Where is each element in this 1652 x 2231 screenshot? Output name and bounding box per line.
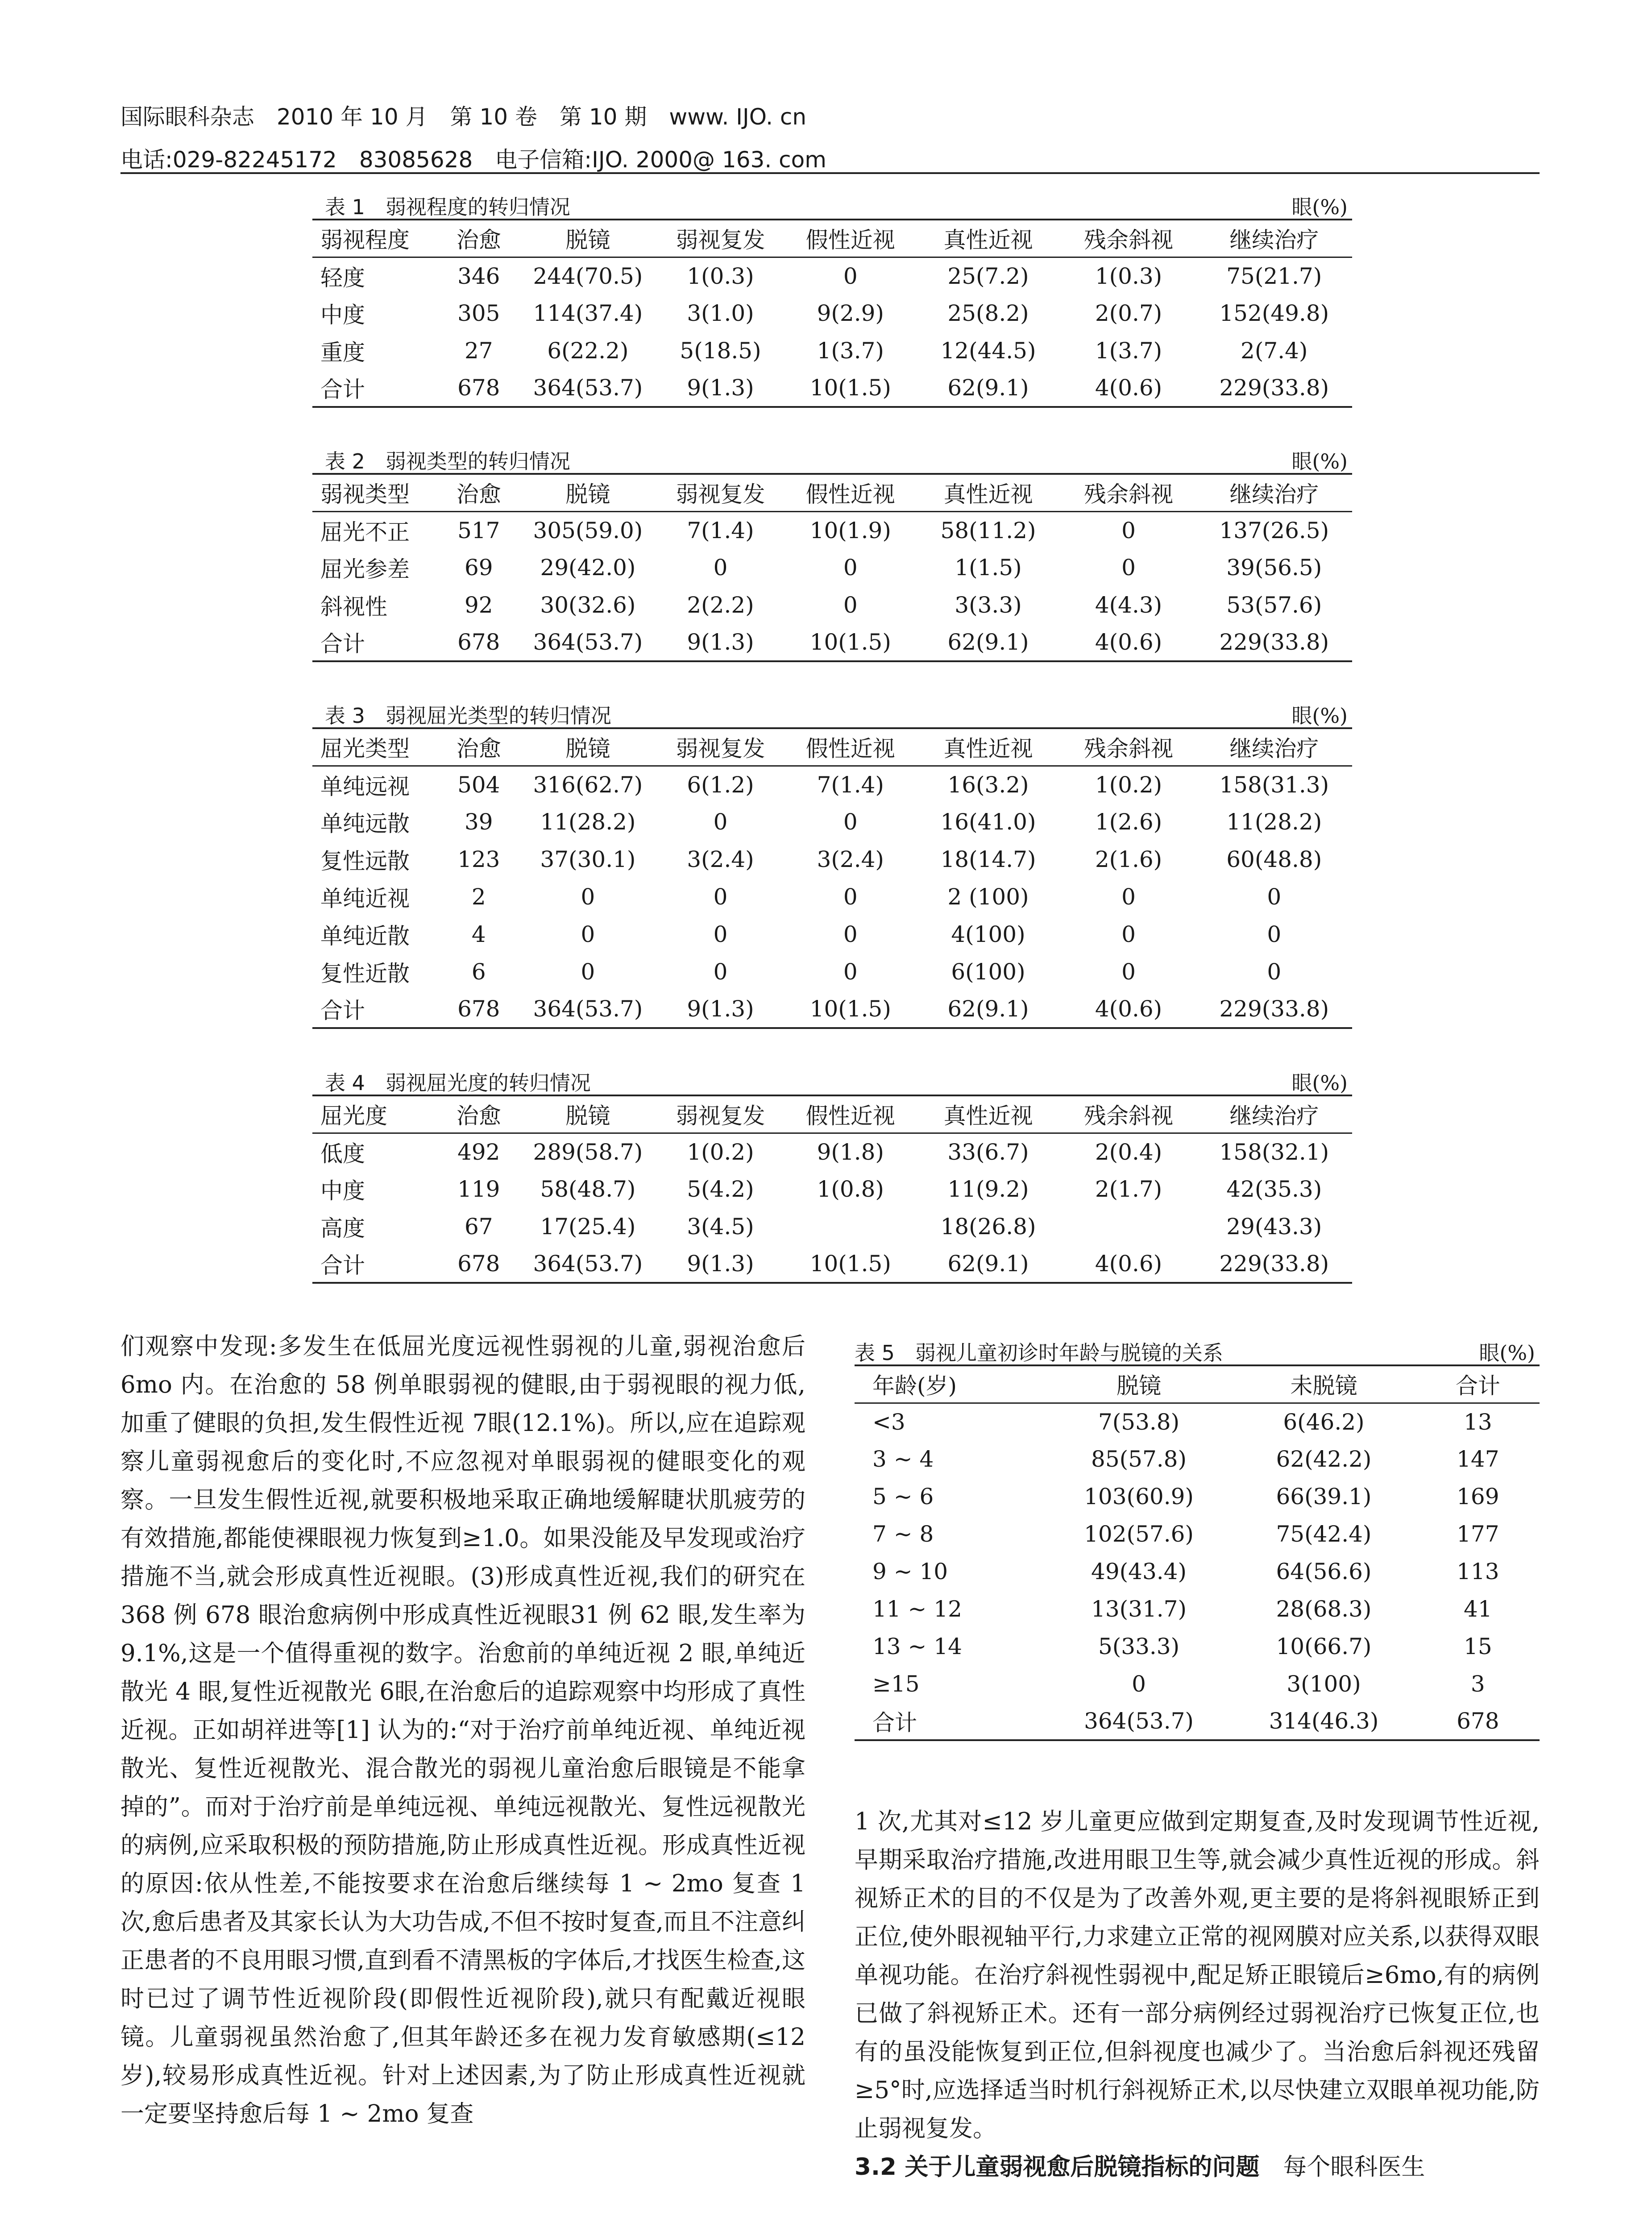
column-header: 弱视复发 [676, 736, 765, 762]
table-cell: 中度 [320, 302, 365, 328]
table-cell: 10(66.7) [1276, 1634, 1372, 1659]
table-cell: 3(1.0) [687, 300, 754, 326]
table-2 [312, 438, 1352, 662]
table-header-row [312, 220, 1352, 257]
table-cell: 1(3.7) [817, 338, 884, 364]
table-unit: 眼(%) [1291, 449, 1348, 473]
table-row [312, 511, 1352, 549]
table-header-row [312, 728, 1352, 766]
table-cell: 0 [581, 921, 595, 947]
table-row [312, 916, 1352, 953]
table-cell: 0 [581, 959, 595, 985]
column-header: 治愈 [456, 736, 501, 762]
table-cell: 轻度 [320, 265, 365, 291]
table-cell: 16(41.0) [940, 809, 1036, 835]
table-row [312, 803, 1352, 841]
table-cell [1061, 1208, 1196, 1245]
table-row [312, 1170, 1352, 1208]
table-cell: 重度 [320, 340, 365, 365]
table-cell: 3(2.4) [687, 846, 754, 872]
table-cell: 33(6.7) [947, 1139, 1029, 1165]
table-cell: 3 [1470, 1671, 1485, 1697]
table-cell: 0 [843, 959, 858, 985]
table-cell: 6(1.2) [687, 771, 754, 798]
table-cell: 114(37.4) [533, 300, 643, 326]
table-title: 表 2 弱视类型的转归情况 [325, 449, 570, 473]
table-cell: 11(28.2) [540, 809, 636, 835]
table-cell: 492 [457, 1139, 500, 1165]
table-cell: 0 [713, 555, 728, 581]
column-header: 弱视类型 [320, 481, 410, 508]
table-cell: 62(9.1) [947, 1251, 1029, 1277]
table-row [312, 1133, 1352, 1170]
table-cell: 3(2.4) [817, 846, 884, 872]
table-row [855, 1665, 1540, 1703]
table-cell: 0 [713, 884, 728, 910]
table-cell: 229(33.8) [1219, 1251, 1329, 1277]
table-cell: 2(1.7) [1095, 1176, 1162, 1202]
table-cell: 18(26.8) [940, 1214, 1036, 1240]
column-header: 真性近视 [943, 481, 1033, 508]
table-cell: 合计 [320, 631, 365, 657]
column-header: 残余斜视 [1084, 736, 1173, 762]
table-row [312, 369, 1352, 407]
table-cell: 10(1.5) [809, 629, 891, 655]
table-row [312, 841, 1352, 878]
table-cell: 42(35.3) [1226, 1176, 1322, 1202]
column-header: 治愈 [456, 481, 501, 508]
table-cell: 364(53.7) [1084, 1708, 1194, 1734]
table-cell: 58(11.2) [940, 517, 1036, 543]
table-cell: 3(100) [1287, 1671, 1361, 1697]
table-cell: 29(43.3) [1226, 1214, 1322, 1240]
table-row [312, 991, 1352, 1028]
table-cell: 29(42.0) [540, 555, 636, 581]
table-cell: 27 [464, 338, 493, 364]
table-caption-row [855, 1330, 1540, 1364]
table-cell: 305(59.0) [533, 517, 643, 543]
table-cell: 85(57.8) [1091, 1446, 1187, 1472]
table-cell: 单纯远视 [320, 773, 410, 800]
column-header: 治愈 [456, 1103, 501, 1129]
table-row [312, 878, 1352, 916]
table-cell: 58(48.7) [540, 1176, 636, 1202]
table-cell: 62(9.1) [947, 629, 1029, 655]
table-cell: 158(32.1) [1219, 1139, 1329, 1165]
table-cell: 0 [1132, 1671, 1146, 1697]
table-cell: 13 ~ 14 [872, 1634, 962, 1659]
table-row [855, 1590, 1540, 1628]
table-cell: 1(3.7) [1095, 338, 1162, 364]
table-cell: 合计 [872, 1710, 917, 1736]
table-cell: 4(4.3) [1095, 592, 1162, 618]
column-header: 继续治疗 [1229, 227, 1319, 253]
body-column-right [855, 1803, 1540, 2186]
table-cell: 0 [843, 592, 858, 618]
header-rule [120, 172, 1540, 174]
table-4 [312, 1060, 1352, 1284]
column-header: 未脱镜 [1290, 1373, 1357, 1399]
data-table [312, 727, 1352, 1029]
contact-header-line: 电话:029-82245172 83085628 电子信箱:IJO. 2000@ 163. com [120, 147, 826, 173]
table-cell: 678 [457, 629, 500, 655]
column-header: 年龄(岁) [872, 1373, 957, 1399]
table-cell: 0 [1267, 921, 1282, 947]
table-cell: 0 [843, 809, 858, 835]
table-row [312, 332, 1352, 369]
table-cell: 0 [1121, 884, 1136, 910]
column-header: 弱视程度 [320, 227, 410, 253]
table-cell: 113 [1457, 1559, 1499, 1584]
table-cell: 3 ~ 4 [872, 1446, 934, 1472]
column-header: 弱视复发 [676, 227, 765, 253]
table-cell: 92 [464, 592, 493, 618]
table-cell: 75(21.7) [1226, 263, 1322, 289]
column-header: 弱视复发 [676, 1103, 765, 1129]
table-cell: 9(1.3) [687, 1251, 754, 1277]
column-header: 治愈 [456, 227, 501, 253]
table-cell: 504 [457, 771, 500, 798]
column-header: 脱镜 [565, 736, 610, 762]
table-cell: 177 [1457, 1521, 1499, 1547]
table-row [312, 294, 1352, 332]
section-paragraph [855, 2148, 1540, 2186]
table-cell: 单纯近散 [320, 923, 410, 949]
journal-header-line: 国际眼科杂志 2010 年 10 月 第 10 卷 第 10 期 www. IJO. cn [120, 104, 807, 130]
column-header: 假性近视 [805, 481, 895, 508]
table-cell: 229(33.8) [1219, 375, 1329, 401]
table-cell: 10(1.9) [809, 517, 891, 543]
table-cell: 1(0.8) [817, 1176, 884, 1202]
table-title: 表 5 弱视儿童初诊时年龄与脱镜的关系 [855, 1341, 1223, 1365]
table-cell: 9 ~ 10 [872, 1559, 948, 1584]
table-cell: 单纯远散 [320, 811, 410, 837]
table-cell: 0 [1121, 555, 1136, 581]
table-cell: 6(100) [951, 959, 1025, 985]
table-cell: 7 ~ 8 [872, 1521, 934, 1547]
table-row [855, 1440, 1540, 1478]
table-cell: 复性远散 [320, 848, 410, 874]
table-cell: 25(8.2) [947, 300, 1029, 326]
table-cell: 517 [457, 517, 500, 543]
table-cell: 4(0.6) [1095, 629, 1162, 655]
table-cell: 152(49.8) [1219, 300, 1329, 326]
table-cell: 678 [457, 375, 500, 401]
table-cell: 12(44.5) [940, 338, 1036, 364]
table-cell: 6(46.2) [1283, 1409, 1365, 1435]
table-cell: 6(22.2) [547, 338, 629, 364]
table-cell: 复性近散 [320, 961, 410, 987]
table-title: 表 4 弱视屈光度的转归情况 [325, 1071, 591, 1095]
table-unit: 眼(%) [1291, 195, 1348, 219]
column-header: 真性近视 [943, 736, 1033, 762]
table-cell: 66(39.1) [1276, 1484, 1372, 1509]
section-heading: 3.2 关于儿童弱视愈后脱镜指标的问题 [855, 2153, 1260, 2181]
table-3 [312, 693, 1352, 1029]
table-cell: 7(53.8) [1098, 1409, 1180, 1435]
table-cell: 2(7.4) [1241, 338, 1308, 364]
table-cell: 0 [843, 921, 858, 947]
table-caption-row [312, 693, 1352, 727]
table-cell: 10(1.5) [809, 375, 891, 401]
table-cell: 39 [464, 809, 493, 835]
table-row [312, 257, 1352, 294]
table-cell: 62(9.1) [947, 996, 1029, 1022]
table-cell: 0 [843, 263, 858, 289]
table-cell: 2 [471, 884, 486, 910]
table-cell: 119 [457, 1176, 500, 1202]
table-cell: 15 [1464, 1634, 1492, 1659]
body-column-left [120, 1327, 805, 2133]
table-cell: 4(100) [951, 921, 1025, 947]
table-cell: 314(46.3) [1269, 1708, 1379, 1734]
table-cell: 103(60.9) [1084, 1484, 1194, 1509]
table-unit: 眼(%) [1291, 704, 1348, 728]
table-1 [312, 184, 1352, 408]
table-header-row [312, 474, 1352, 511]
table-cell: 67 [464, 1214, 493, 1240]
table-cell: 11(28.2) [1226, 809, 1322, 835]
table-cell: 合计 [320, 998, 365, 1024]
table-cell: 10(1.5) [809, 996, 891, 1022]
table-header-row [312, 1095, 1352, 1133]
table-cell: 229(33.8) [1219, 996, 1329, 1022]
table-row [855, 1703, 1540, 1740]
table-cell: 11(9.2) [947, 1176, 1029, 1202]
table-row [855, 1515, 1540, 1553]
table-cell: 2(0.4) [1095, 1139, 1162, 1165]
table-cell: 17(25.4) [540, 1214, 636, 1240]
table-cell: 1(0.2) [687, 1139, 754, 1165]
table-cell: 中度 [320, 1178, 365, 1204]
table-cell: <3 [872, 1409, 905, 1435]
table-cell [785, 1208, 915, 1245]
table-cell: 64(56.6) [1276, 1559, 1372, 1584]
table-cell: 37(30.1) [540, 846, 636, 872]
table-cell: 4(0.6) [1095, 1251, 1162, 1277]
column-header: 脱镜 [565, 1103, 610, 1129]
column-header: 假性近视 [805, 1103, 895, 1129]
column-header: 真性近视 [943, 1103, 1033, 1129]
table-5 [855, 1330, 1540, 1741]
table-cell: 3(3.3) [955, 592, 1022, 618]
table-cell: 123 [457, 846, 500, 872]
table-cell: 0 [581, 884, 595, 910]
column-header: 屈光度 [320, 1103, 387, 1129]
table-cell: 75(42.4) [1276, 1521, 1372, 1547]
table-cell: 低度 [320, 1140, 365, 1167]
table-cell: 316(62.7) [533, 771, 643, 798]
table-cell: 1(0.3) [1095, 263, 1162, 289]
table-row [312, 586, 1352, 624]
table-cell: 158(31.3) [1219, 771, 1329, 798]
column-header: 脱镜 [565, 227, 610, 253]
table-cell: 5(4.2) [687, 1176, 754, 1202]
table-cell: 41 [1464, 1596, 1492, 1622]
table-cell: 0 [713, 921, 728, 947]
data-table [312, 1095, 1352, 1284]
table-cell: 高度 [320, 1215, 365, 1241]
table-row [312, 766, 1352, 803]
table-cell: 49(43.4) [1091, 1559, 1187, 1584]
table-cell: 25(7.2) [947, 263, 1029, 289]
table-cell: 0 [1121, 517, 1136, 543]
body-paragraph: 1 次,尤其对≤12 岁儿童更应做到定期复查,及时发现调节性近视,早期采取治疗措施,改进用眼卫生等,就会减少真性近视的形成。斜视矫正术的目的不仅是为了改善外观,更主要的是将斜视眼矫正到正位,使外眼视轴平行,力求建立正常的视网膜对应关系,以获得双眼单视功能。在治疗斜视性弱视中,配足矫正眼镜后≥6mo,有的病例已做了斜视矫正术。还有一部分病例经过弱视治疗已恢复正位,也有的虽没能恢复到正位,但斜视度也减少了。当治愈后斜视还残留≥5°时,应选择适当时机行斜视矫正术,以尽快建立双眼单视功能,防止弱视复发。 [855, 1808, 1540, 2142]
table-row [312, 549, 1352, 586]
table-title: 表 1 弱视程度的转归情况 [325, 195, 570, 219]
table-cell: 229(33.8) [1219, 629, 1329, 655]
table-cell: 678 [1457, 1708, 1499, 1734]
table-cell: 305 [457, 300, 500, 326]
table-cell: 斜视性 [320, 594, 387, 620]
column-header: 真性近视 [943, 227, 1033, 253]
table-cell: 1(2.6) [1095, 809, 1162, 835]
table-cell: 147 [1457, 1446, 1499, 1472]
table-cell: 30(32.6) [540, 592, 636, 618]
data-table [312, 473, 1352, 662]
table-cell: 4(0.6) [1095, 996, 1162, 1022]
table-cell: 0 [713, 959, 728, 985]
table-row [855, 1553, 1540, 1590]
table-cell: 0 [1121, 959, 1136, 985]
table-header-row [855, 1365, 1540, 1403]
column-header: 屈光类型 [320, 736, 410, 762]
table-cell: 60(48.8) [1226, 846, 1322, 872]
table-cell: 16(3.2) [947, 771, 1029, 798]
column-header: 残余斜视 [1084, 481, 1173, 508]
table-cell: 9(1.3) [687, 375, 754, 401]
body-paragraph: 们观察中发现:多发生在低屈光度远视性弱视的儿童,弱视治愈后 6mo 内。在治愈的 58 例单眼弱视的健眼,由于弱视眼的视力低,加重了健眼的负担,发生假性近视 7眼(12.1%)。所以,应在追踪观察儿童弱视愈后的变化时,不应忽视对单眼弱视的健眼变化的观察。一旦发生假性近视,就要积极地采取正确地缓解睫状肌疲劳的有效措施,都能使裸眼视力恢复到≥1.0。如果没能及早发现或治疗措施不当,就会形成真性近视眼。(3)形成真性近视,我们的研究在 368 例 678 眼治愈病例中形成真性近视眼31 例 62 眼,发生率为 9.1%,这是一个值得重视的数字。治愈前的单纯近视 2 眼,单纯近散光 4 眼,复性近视散光 6眼,在治愈后的追踪观察中均形成了真性近视。正如胡祥进等[1] 认为的:“对于治疗前单纯近视、单纯近视散光、复性近视散光、混合散光的弱视儿童治愈后眼镜是不能拿掉的”。而对于治疗前是单纯远视、单纯远视散光、复性远视散光的病例,应采取积极的预防措施,防止形成真性近视。形成真性近视的原因:依从性差,不能按要求在治愈后继续每 1 ~ 2mo 复查 1 次,愈后患者及其家长认为大功告成,不但不按时复查,而且不注意纠正患者的不良用眼习惯,直到看不清黑板的字体后,才找医生检查,这时已过了调节性近视阶段(即假性近视阶段),就只有配戴近视眼镜。儿童弱视虽然治愈了,但其年龄还多在视力发育敏感期(≤12 岁),较易形成真性近视。针对上述因素,为了防止形成真性近视就一定要坚持愈后每 1 ~ 2mo 复查 [120, 1333, 805, 2127]
table-cell: 5 ~ 6 [872, 1484, 934, 1509]
table-cell: 0 [843, 555, 858, 581]
table-cell: 364(53.7) [533, 375, 643, 401]
section-text: 每个眼科医生 [1259, 2153, 1425, 2181]
table-cell: 7(1.4) [817, 771, 884, 798]
table-row [312, 953, 1352, 991]
table-row [312, 624, 1352, 661]
table-row [312, 1208, 1352, 1245]
table-cell: 0 [1267, 959, 1282, 985]
table-caption-row [312, 1060, 1352, 1095]
table-cell: 11 ~ 12 [872, 1596, 962, 1622]
table-cell: 2(2.2) [687, 592, 754, 618]
table-cell: 0 [843, 884, 858, 910]
table-cell: 1(0.2) [1095, 771, 1162, 798]
table-cell: 屈光参差 [320, 556, 410, 582]
column-header: 脱镜 [1117, 1373, 1162, 1399]
table-cell: 289(58.7) [533, 1139, 643, 1165]
table-cell: ≥15 [872, 1671, 920, 1697]
column-header: 继续治疗 [1229, 736, 1319, 762]
table-row [855, 1403, 1540, 1440]
table-caption-row [312, 438, 1352, 473]
table-row [312, 1245, 1352, 1283]
table-cell: 364(53.7) [533, 996, 643, 1022]
table-cell: 合计 [320, 377, 365, 402]
table-cell: 10(1.5) [809, 1251, 891, 1277]
column-header: 弱视复发 [676, 481, 765, 508]
data-table [312, 219, 1352, 408]
table-cell: 62(42.2) [1276, 1446, 1372, 1472]
column-header: 继续治疗 [1229, 481, 1319, 508]
table-cell: 3(4.5) [687, 1214, 754, 1240]
table-cell: 102(57.6) [1084, 1521, 1194, 1547]
table-cell: 5(33.3) [1098, 1634, 1180, 1659]
table-cell: 5(18.5) [680, 338, 761, 364]
table-row [855, 1478, 1540, 1515]
table-cell: 678 [457, 1251, 500, 1277]
table-cell: 单纯近视 [320, 886, 410, 912]
column-header: 继续治疗 [1229, 1103, 1319, 1129]
table-cell: 9(1.3) [687, 996, 754, 1022]
table-cell: 9(1.8) [817, 1139, 884, 1165]
table-cell: 1(0.3) [687, 263, 754, 289]
table-cell: 4 [471, 921, 486, 947]
column-header: 假性近视 [805, 736, 895, 762]
table-cell: 9(1.3) [687, 629, 754, 655]
column-header: 残余斜视 [1084, 1103, 1173, 1129]
table-cell: 7(1.4) [687, 517, 754, 543]
table-cell: 2(0.7) [1095, 300, 1162, 326]
table-cell: 1(1.5) [955, 555, 1022, 581]
table-unit: 眼(%) [1291, 1071, 1348, 1095]
table-cell: 244(70.5) [533, 263, 643, 289]
table-cell: 2 (100) [947, 884, 1029, 910]
table-cell: 0 [1267, 884, 1282, 910]
data-table [855, 1364, 1540, 1741]
table-cell: 屈光不正 [320, 519, 410, 545]
table-cell: 4(0.6) [1095, 375, 1162, 401]
table-cell: 2(1.6) [1095, 846, 1162, 872]
table-cell: 69 [464, 555, 493, 581]
table-cell: 53(57.6) [1226, 592, 1322, 618]
table-cell: 13 [1464, 1409, 1492, 1435]
table-cell: 合计 [320, 1252, 365, 1278]
table-cell: 678 [457, 996, 500, 1022]
table-cell: 364(53.7) [533, 1251, 643, 1277]
column-header: 脱镜 [565, 481, 610, 508]
table-cell: 137(26.5) [1219, 517, 1329, 543]
table-cell: 13(31.7) [1091, 1596, 1187, 1622]
table-cell: 0 [713, 809, 728, 835]
column-header: 假性近视 [805, 227, 895, 253]
column-header: 合计 [1455, 1373, 1500, 1399]
table-cell: 18(14.7) [940, 846, 1036, 872]
table-cell: 39(56.5) [1226, 555, 1322, 581]
table-cell: 62(9.1) [947, 375, 1029, 401]
table-cell: 364(53.7) [533, 629, 643, 655]
table-cell: 28(68.3) [1276, 1596, 1372, 1622]
table-cell: 6 [471, 959, 486, 985]
table-caption-row [312, 184, 1352, 219]
table-row [855, 1628, 1540, 1665]
table-unit: 眼(%) [1479, 1341, 1535, 1365]
table-cell: 0 [1121, 921, 1136, 947]
table-cell: 9(2.9) [817, 300, 884, 326]
column-header: 残余斜视 [1084, 227, 1173, 253]
table-cell: 169 [1457, 1484, 1499, 1509]
table-title: 表 3 弱视屈光类型的转归情况 [325, 704, 611, 728]
table-cell: 346 [457, 263, 500, 289]
